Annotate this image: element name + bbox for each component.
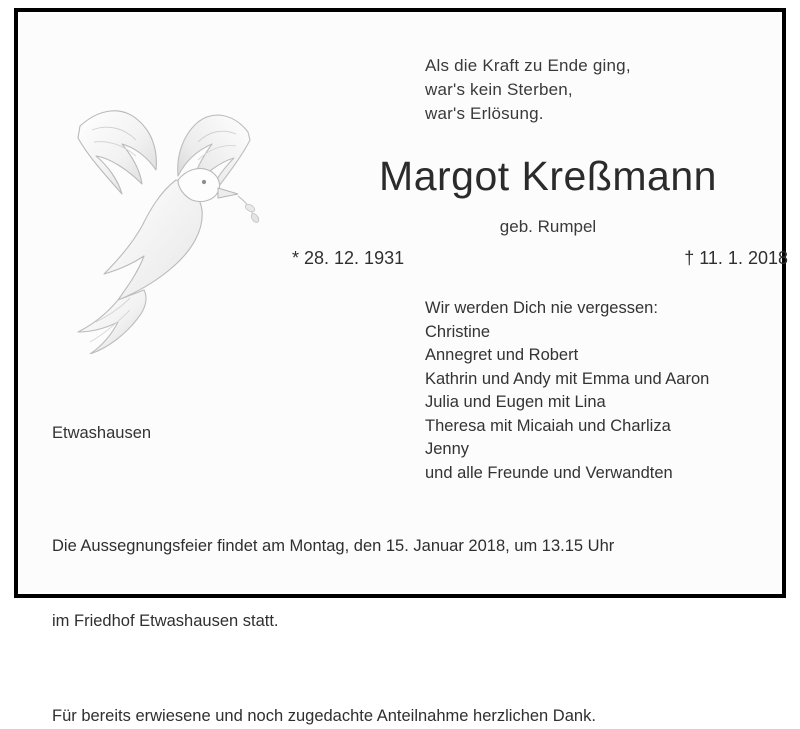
ceremony-line-2: im Friedhof Etwashausen statt. <box>52 612 279 630</box>
mourner-6: Jenny <box>425 440 470 458</box>
mourner-3: Kathrin und Andy mit Emma und Aaron <box>425 369 710 388</box>
mourner-2: Annegret und Robert <box>425 346 579 364</box>
mourner-7: und alle Freunde und Verwandten <box>425 463 673 482</box>
place-name: Etwashausen <box>52 424 152 442</box>
notice-outer-frame <box>14 8 788 725</box>
mourners-intro: Wir werden Dich nie vergessen: <box>425 299 658 317</box>
maiden-name: geb. Rumpel <box>499 217 597 236</box>
notice-footer <box>52 484 762 729</box>
ceremony-line-1: Die Aussegnungsfeier findet am Montag, den 15. Januar 2018, um 13.15 Uhr <box>52 537 615 555</box>
notice-inner-frame <box>18 12 788 725</box>
verse-line-3: war's Erlösung. <box>425 104 544 123</box>
birth-date: * 28. 12. 1931 <box>292 248 405 268</box>
thanks-note: Für bereits erwiesene und noch zugedachte Anteilnahme herzlichen Dank. <box>52 707 596 725</box>
mourner-1: Christine <box>425 322 491 341</box>
deceased-name: Margot Kreßmann <box>379 153 717 199</box>
life-dates <box>292 248 788 269</box>
notice-content <box>20 14 788 725</box>
verse-line-2: war's kein Sterben, <box>425 80 573 99</box>
mourner-5: Theresa mit Micaiah und Charliza <box>425 416 671 435</box>
death-date: † 11. 1. 2018 <box>684 248 788 268</box>
ceremony-info <box>52 484 762 684</box>
verse-block <box>425 54 631 126</box>
verse-line-1: Als die Kraft zu Ende ging, <box>425 56 631 75</box>
mourner-4: Julia und Eugen mit Lina <box>425 393 606 411</box>
mourners-block <box>425 297 709 485</box>
flying-dove-illustration <box>52 84 262 354</box>
